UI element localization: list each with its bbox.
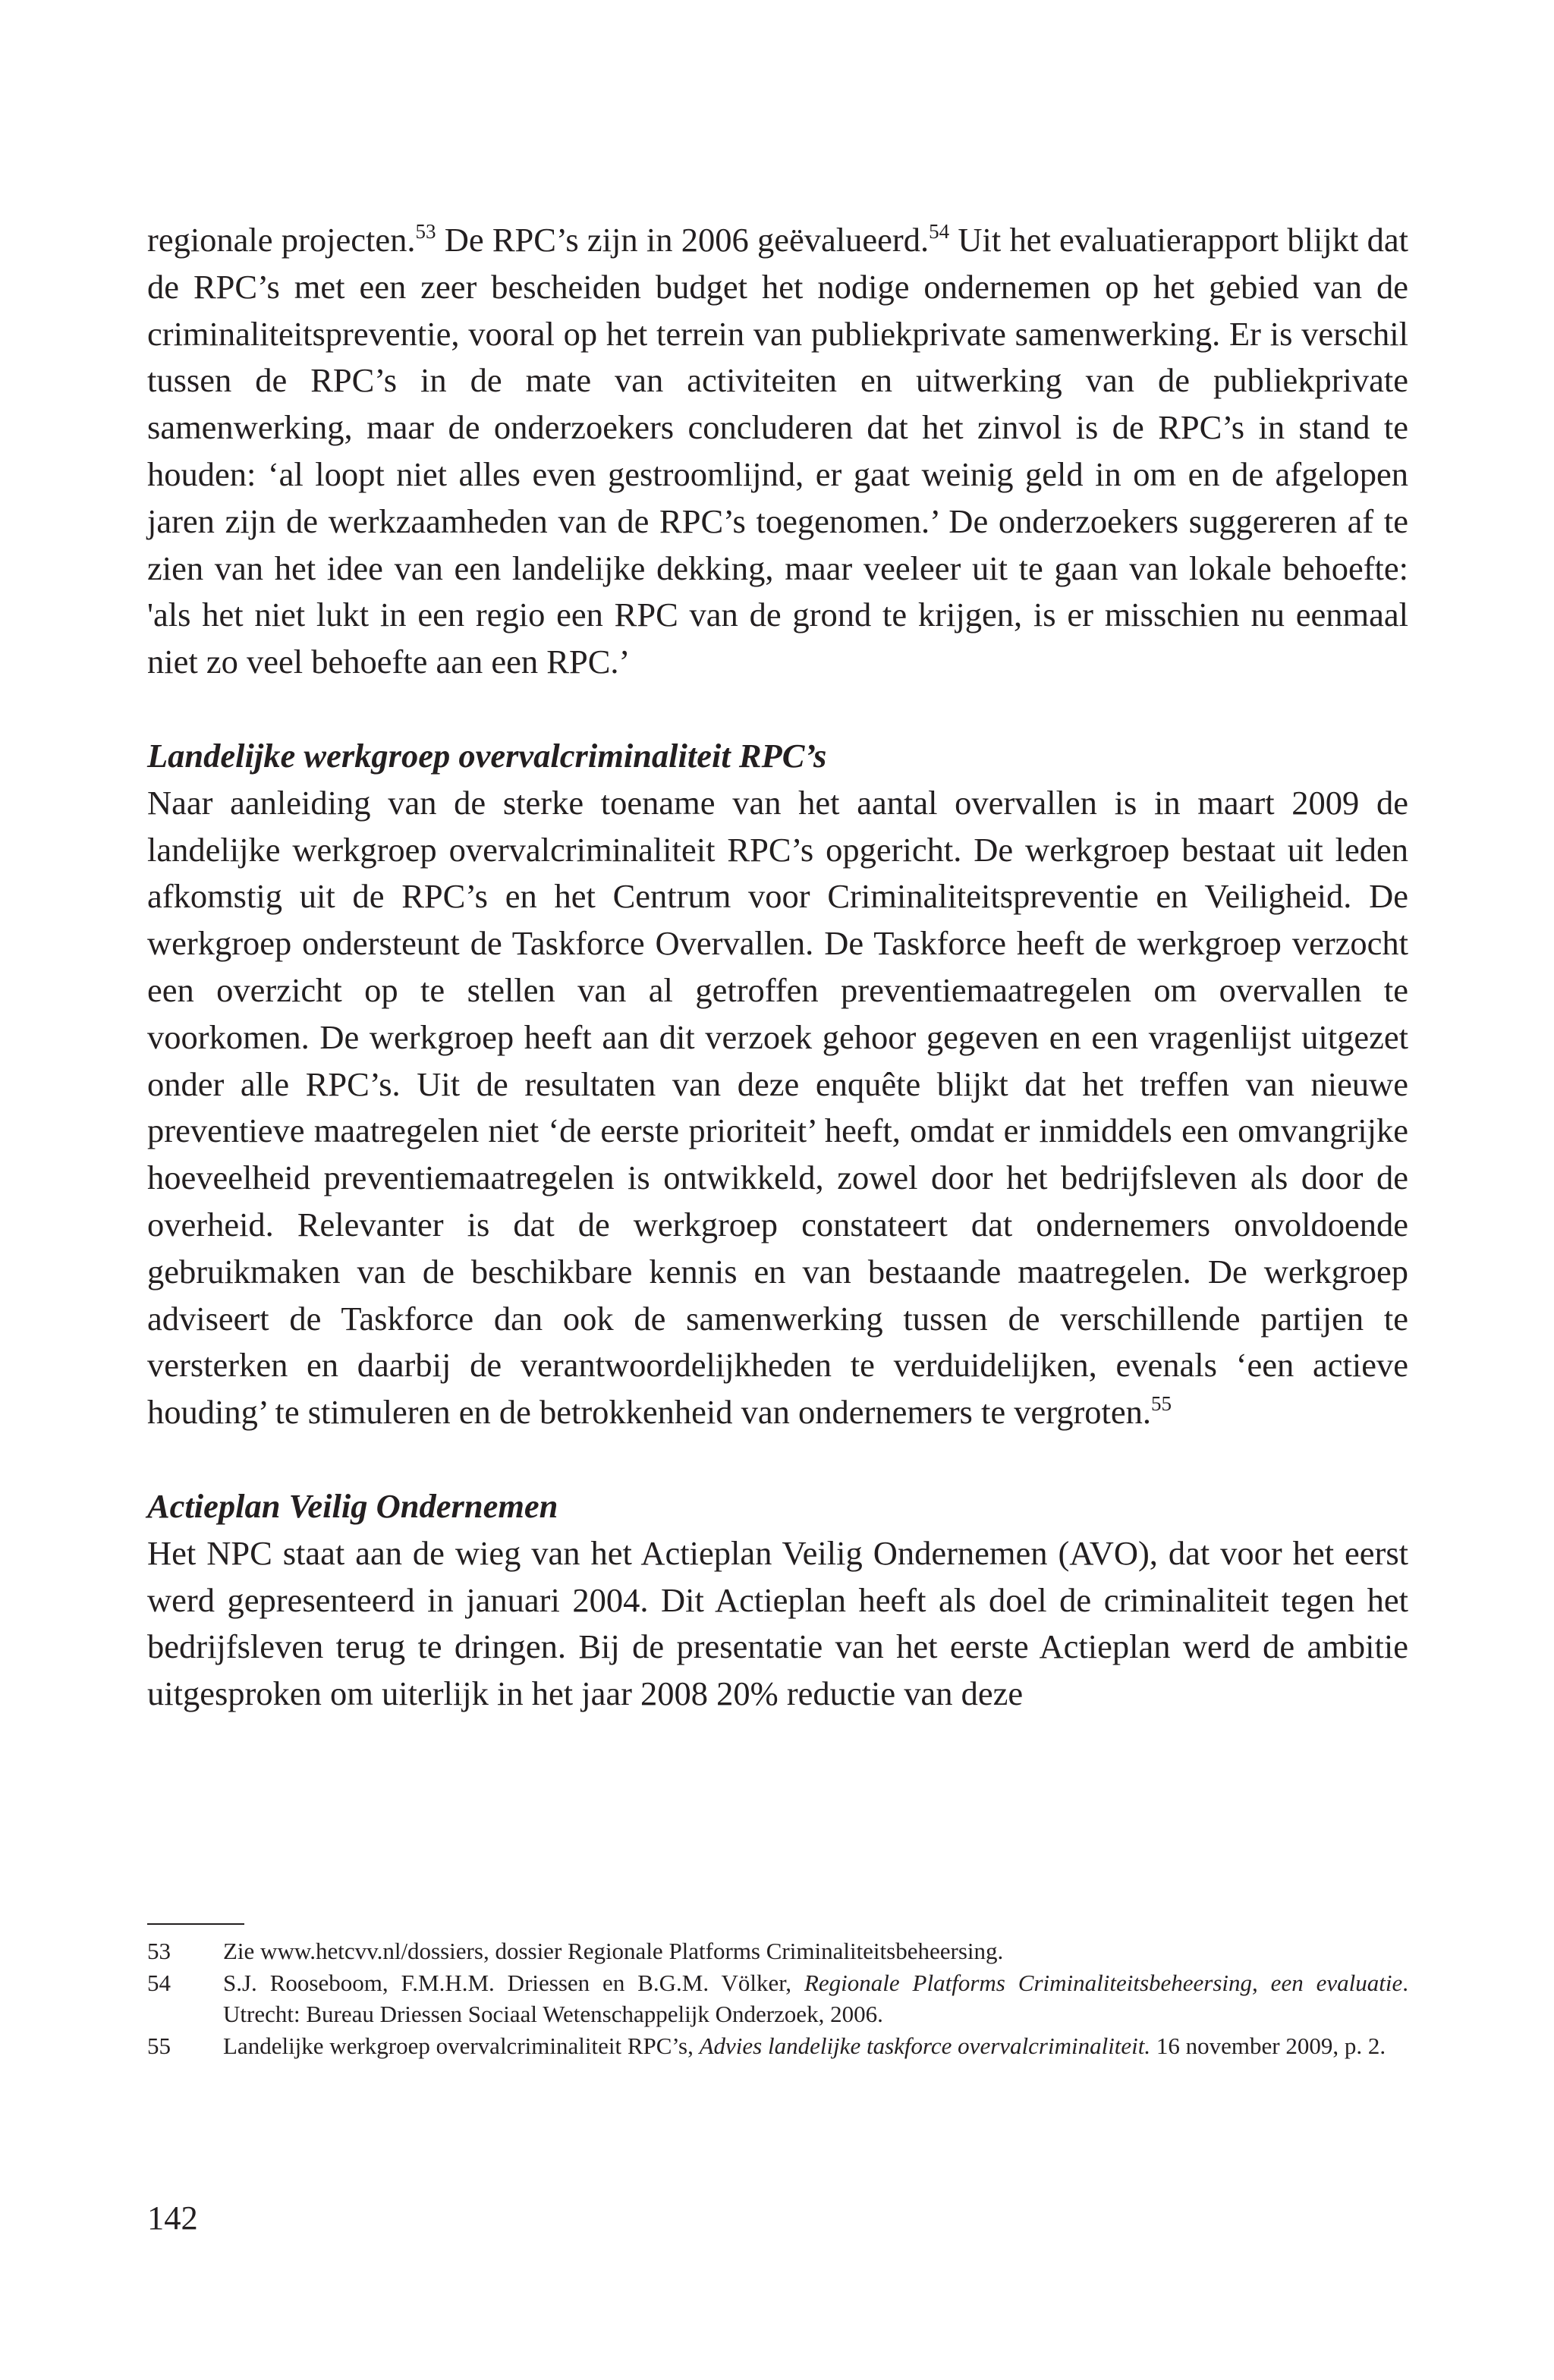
section-spacer — [147, 1436, 1408, 1483]
footnote-53 — [147, 1935, 1408, 1967]
footnote-ref-54[interactable]: 54 — [929, 220, 950, 243]
footnote-text — [223, 2030, 1408, 2062]
footnote-text-part: 16 november 2009, p. 2. — [1150, 2032, 1386, 2059]
footnote-text — [223, 1967, 1408, 2030]
footnote-number: 54 — [147, 1969, 171, 1996]
footnote-title: Advies landelijke taskforce overvalcriminaliteit. — [699, 2032, 1151, 2059]
footnote-number: 53 — [147, 1938, 171, 1964]
footnote-text-part: Landelijke werkgroep overvalcriminaliteit RPC’s, — [223, 2032, 700, 2059]
footnote-number: 55 — [147, 2032, 171, 2059]
footnote-text-part: S.J. Rooseboom, F.M.H.M. Driessen en B.G.M. Völker, — [223, 1969, 804, 1996]
paragraph-actieplan: Het NPC staat aan de wieg van het Actieplan Veilig Ondernemen (AVO), dat voor het eerst werd gepresenteerd in januari 2004. Dit Actieplan heeft als doel de criminaliteit tegen het bedrijfsleven terug te dringen. Bij de presentatie van het eerste Actieplan werd de ambitie uitgesproken om uiterlijk in het jaar 2008 20% reductie van deze — [147, 1533, 1408, 1713]
footnote-text: Zie www.hetcvv.nl/dossiers, dossier Regionale Platforms Criminaliteitsbeheersing. — [223, 1938, 1004, 1964]
paragraph-text: regionale projecten. — [147, 221, 416, 259]
page-number: 142 — [147, 2199, 198, 2237]
main-text — [147, 217, 1408, 1718]
footnote-55 — [147, 2030, 1408, 2062]
footnote-ref-53[interactable]: 53 — [415, 220, 436, 243]
footnote-divider — [147, 1923, 244, 1925]
section-spacer — [147, 686, 1408, 733]
footnotes — [147, 1923, 1408, 2061]
footnote-text-part: . Utrecht: Bureau Driessen Sociaal Wetenschappelijk Onderzoek, 2006. — [223, 1969, 1408, 2027]
section-heading-werkgroep: Landelijke werkgroep overvalcriminaliteit RPC’s — [147, 736, 827, 775]
footnote-ref-55[interactable]: 55 — [1151, 1392, 1172, 1416]
footnote-54 — [147, 1967, 1408, 2030]
section-heading-actieplan: Actieplan Veilig Ondernemen — [147, 1486, 558, 1525]
paragraph-rpc-evaluation — [147, 217, 1408, 686]
paragraph-text: Naar aanleiding van de sterke toename van het aantal overvallen is in maart 2009 de landelijke werkgroep overvalcriminaliteit RPC’s opgericht. De werkgroep bestaat uit leden afkomstig uit de RPC’s en het Centrum voor Criminaliteitspreventie en Veiligheid. De werkgroep ondersteunt de Taskforce Overvallen. De Taskforce heeft de werkgroep verzocht een overzicht op te stellen van al getroffen preventiemaatregelen om overvallen te voorkomen. De werkgroep heeft aan dit verzoek gehoor gegeven en een vragenlijst uitgezet onder alle RPC’s. Uit de resultaten van deze enquête blijkt dat het treffen van nieuwe preventieve maatregelen niet ‘de eerste prioriteit’ heeft, omdat er inmiddels een omvangrijke hoeveelheid preventiemaatregelen is ontwikkeld, zowel door het bedrijfsleven als door de overheid. Relevanter is dat de werkgroep constateert dat ondernemers onvoldoende gebruikmaken van de beschikbare kennis en van bestaande maatregelen. De werkgroep adviseert de Taskforce dan ook de samenwerking tussen de verschillende partijen te versterken en daarbij de verantwoordelijkheden te verduidelijken, evenals ‘een actieve houding’ te stimuleren en de betrokkenheid van ondernemers te vergroten. — [147, 783, 1408, 1432]
paragraph-text: Uit het evaluatierapport blijkt dat de RPC’s met een zeer bescheiden budget het nodige ondernemen op het gebied van de criminaliteitspreventie, vooral op het terrein van publiekprivate samenwerking. Er is verschil tussen de RPC’s in de mate van activiteiten en uitwerking van de publiekprivate samenwerking, maar de onderzoekers concluderen dat het zinvol is de RPC’s in stand te houden: ‘al loopt niet alles even gestroomlijnd, er gaat weinig geld in om en de afgelopen jaren zijn de werkzaamheden van de RPC’s toegenomen.’ De onderzoekers suggereren af te zien van het idee van een landelijke dekking, maar veeleer uit te gaan van lokale behoefte: 'als het niet lukt in een regio een RPC van de grond te krijgen, is er misschien nu eenmaal niet zo veel behoefte aan een RPC.’ — [147, 221, 1408, 681]
paragraph-werkgroep — [147, 780, 1408, 1436]
paragraph-text: De RPC’s zijn in 2006 geëvalueerd. — [436, 221, 930, 259]
footnote-title: Regionale Platforms Criminaliteitsbeheersing, een evaluatie — [804, 1969, 1403, 1996]
